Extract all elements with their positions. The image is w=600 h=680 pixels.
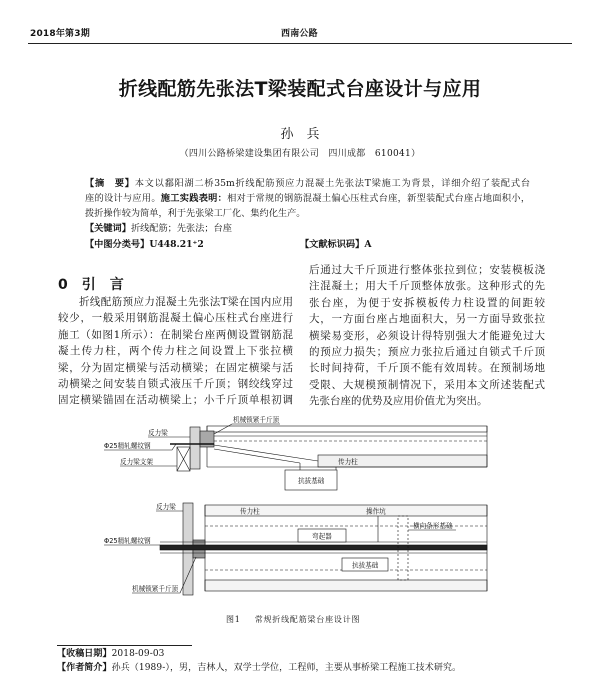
body-line: 张台座，为便于安拆模板传力柱设置的间距较 [309,296,545,309]
label-anchor-foundation: 抗拔基础 [298,477,325,485]
body-line: 动横梁之间安装自锁式液压千斤顶；钢绞线穿过 [58,377,293,390]
figure-1-drawing [90,408,500,608]
body-line: 横梁易变形，必须设计得特别强大才能避免过大 [309,329,545,342]
label-transverse-foundation: 横向条形基础 [413,522,453,530]
label-reaction-beam: 反力梁 [148,429,168,437]
label-anchor-foundation-plan: 抗拔基础 [352,561,379,570]
body-left-column [58,294,293,409]
label-threaded-bar-plan: Φ25精轧螺纹钢 [104,537,151,545]
abstract-line-2 [85,191,530,206]
top-force-column [207,426,487,432]
plan-view [104,503,487,595]
body-line: 长时间持荷，千斤顶不能有效周转。在预制场地 [309,362,545,375]
body-line: 先张台座的优势及应用价值尤为突出。 [309,395,488,408]
body-line: 凝土传力柱，两个传力柱之间设置上下张拉横 [58,345,293,358]
author-bio-value: 孙兵（1989-），男，吉林人，双学士学位，工程师，主要从事桥梁工程施工技术研究。 [111,663,462,673]
document-code [300,238,371,252]
section-heading [58,276,124,294]
body-right-column [309,262,545,410]
body-line: 注混凝土；用大千斤顶整体放张。这种形式的先 [309,280,545,293]
label-jack-plan: 机械锁紧千斤顶 [132,585,179,593]
abstract-emphasis: 施工实践表明： [160,193,228,204]
footnote-rule [57,645,192,646]
force-column-bottom [205,580,487,591]
body-line: 后通过大千斤顶进行整体张拉到位；安装模板浇 [309,264,545,276]
label-operation-pit: 操作坑 [366,507,386,516]
label-force-column: 传力柱 [338,458,358,466]
body-line: 折线配筋预应力混凝土先张法T梁在国内应用 [79,296,293,308]
abstract-line-1 [85,176,530,191]
body-line: 大，一方面台座占地面积大，另一方面导致张拉 [309,313,545,326]
abstract-text-1: 本文以鄱阳湖二桥35m折线配筋预应力混凝土先张法T梁施工为背景，详细介绍了装配式台 [134,178,530,189]
keywords-label: 【关键词】 [85,223,131,234]
header-rule [28,43,572,44]
received-date [57,648,165,660]
label-beam-support: 反力梁支架 [120,458,153,466]
body-line: 受限、大规模预制情况下，采用本文所述装配式 [309,378,545,391]
journal-name: 西南公路 [281,29,318,39]
received-value: 2018-09-03 [111,649,165,659]
bent-strand-line [214,445,318,461]
label-force-column-plan: 传力柱 [240,507,260,516]
label-threaded-bar: Φ25精轧螺纹钢 [104,442,151,450]
abstract [85,176,530,221]
section-title: 引 言 [81,277,124,293]
classification-number [85,238,204,252]
received-label: 【收稿日期】 [57,649,112,659]
abstract-text-3: 拨折操作较为简单，利于先张梁工厂化、集约化生产。 [85,208,306,219]
body-line: 较少，一般采用钢筋混凝土偏心压柱式台座进行 [58,312,293,325]
classification-label: 【中图分类号】 [85,239,150,250]
abstract-text-2b: 相对于常规的钢筋混凝土偏心压柱式台座，新型装配式台座占地面积小， [227,193,530,204]
body-line: 施工（如图1所示）：在制梁台座两侧设置钢筋混 [58,328,293,341]
body-line: 梁，分为固定横梁与活动横梁；在固定横梁与活 [58,361,293,374]
abstract-text-2a: 座的设计与应用。 [85,193,161,204]
section-number: 0 [58,277,68,293]
reaction-beam [190,427,200,469]
figure-caption [226,614,360,625]
label-reaction-beam-plan: 反力梁 [156,503,176,511]
abstract-label: 【摘 要】 [85,178,135,189]
author-bio-label: 【作者简介】 [57,663,112,673]
body-line: 的预应力损失；预应力张拉后通过自锁式千斤顶 [309,345,545,358]
abstract-line-3 [85,206,530,221]
keywords [85,222,232,236]
classification-value: U448.21⁺2 [149,239,204,250]
body-line: 固定横梁锚固在活动横梁上；小千斤顶单根初调 [58,394,293,407]
strand-bundle [160,545,487,550]
label-deflector: 弯起器 [312,532,332,541]
paper-title: 折线配筋先张法T梁装配式台座设计与应用 [118,78,482,100]
figure-number: 图1 [226,615,241,624]
document-code-label: 【文献标识码】 [300,239,365,250]
label-jack: 机械锁紧千斤顶 [233,416,280,424]
issue-label: 2018年第3期 [30,29,90,39]
keywords-text: 折线配筋；先张法；台座 [130,223,232,234]
figure-caption-text: 常规折线配筋梁台座设计图 [254,615,361,624]
author-name: 孙 兵 [280,127,320,142]
author-bio [57,662,461,674]
author-affiliation: （四川公路桥梁建设集团有限公司 四川成都 610041） [179,149,421,159]
document-code-value: A [364,239,372,250]
